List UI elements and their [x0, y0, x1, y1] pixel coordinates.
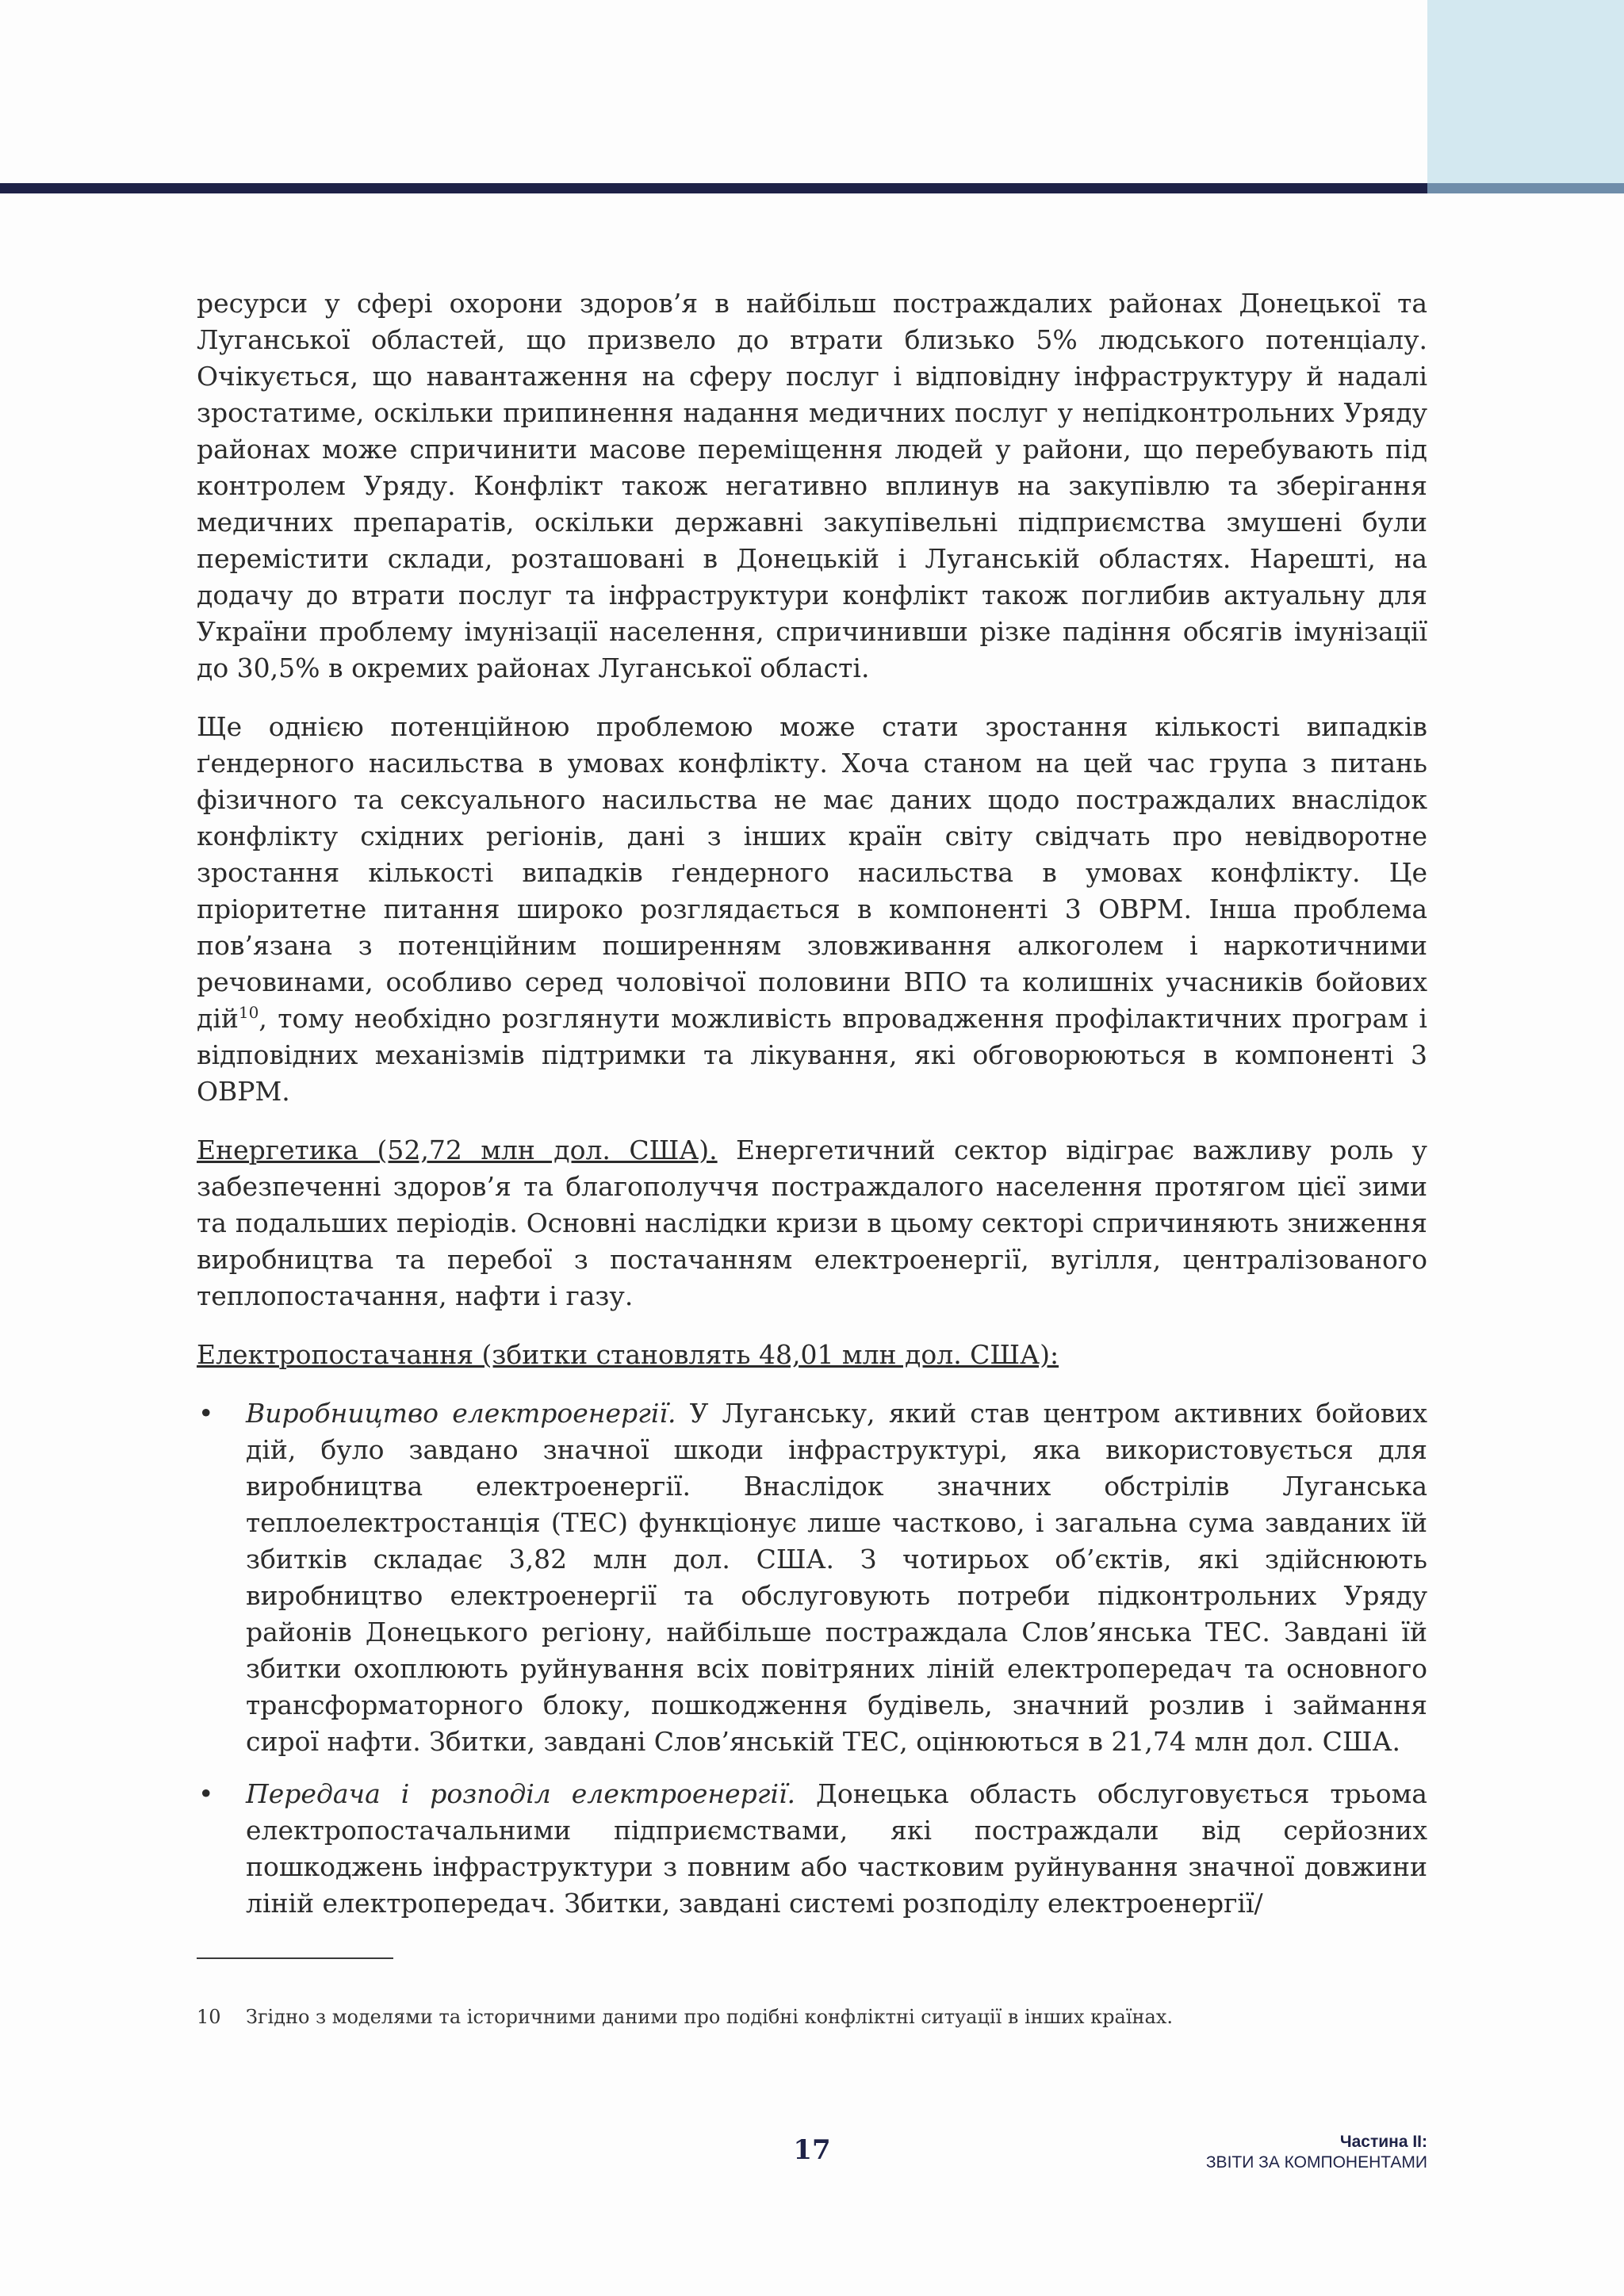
footnote [197, 2004, 1427, 2030]
part-title: Частина II: [1339, 2133, 1427, 2151]
main-content [197, 285, 1427, 1938]
footnote-ref: 10 [238, 1003, 259, 1022]
header-band-accent [1427, 183, 1624, 193]
footnote-divider [197, 1957, 393, 1959]
footnote-number: 10 [197, 2006, 221, 2028]
paragraph-text: Ще однією потенційною проблемою може стати зростання кількості випадків ґендерного насильства в умовах конфлікту. Хоча станом на цей час група з питань фізичного та сексуального насильства не має даних щодо постраждалих внаслідок конфлікту східних регіонів, дані з інших країн світу свідчать про невідворотне зростання кількості випадків ґендерного насильства в умовах конфлікту. Це пріоритетне питання широко розглядається в компоненті 3 ОВРМ. Інша проблема пов’язана з потенційним поширенням зловживання алкоголем і наркотичними речовинами, особливо серед чоловічої половини ВПО та колишніх учасників бойових дій [197, 711, 1427, 1034]
bullet-title: Виробництво електроенергії. [246, 1398, 676, 1429]
electricity-heading-text: Електропостачання (збитки становлять 48,01 млн дол. США): [197, 1339, 1059, 1370]
bullet-list [197, 1395, 1427, 1922]
energy-heading: Енергетика (52,72 млн дол. США). [197, 1135, 718, 1165]
energy-text: Енергетичний сектор відіграє важливу роль у забезпеченні здоров’я та благополуччя постраждалого населення протягом цієї зими та подальших періодів. Основні наслідки кризи в цьому секторі спричиняють зниження виробництва та перебої з постачанням електроенергії, вугілля, централізованого теплопостачання, нафти і газу. [197, 1135, 1427, 1311]
header-band [0, 183, 1427, 193]
paragraph-text-continued: , тому необхідно розглянути можливість впровадження профілактичних програм і відповідних механізмів підтримки та лікування, які обговорюються в компоненті 3 ОВРМ. [197, 1003, 1427, 1107]
bullet-text: У Луганську, який став центром активних бойових дій, було завдано значної шкоди інфраструктурі, яка використовується для виробництва електроенергії. Внаслідок значних обстрілів Луганська теплоелектростанція (ТЕС) функціонує лише частково, і загальна сума завданих їй збитків складає 3,82 млн дол. США. З чотирьох об’єктів, які здійснюють виробництво електроенергії та обслуговують потреби підконтрольних Уряду районів Донецького регіону, найбільше постраждала Слов’янська ТЕС. Завдані їй збитки охоплюють руйнування всіх повітряних ліній електропередач та основного трансформаторного блоку, пошкодження будівель, значний розлив і займання сирої нафти. Збитки, завдані Слов’янській ТЕС, оцінюються в 21,74 млн дол. США. [246, 1398, 1427, 1757]
paragraph-gender-violence [197, 709, 1427, 1110]
bullet-title: Передача і розподіл електроенергії. [246, 1778, 796, 1809]
bullet-icon: • [198, 1778, 214, 1809]
bullet-icon: • [198, 1398, 214, 1429]
part-label [1206, 2132, 1427, 2173]
bullet-text: Донецька область обслуговується трьома електропостачальними підприємствами, які постраждали від серйозних пошкоджень інфраструктури з повним або частковим руйнування значної довжини ліній електропередач. Збитки, завдані системі розподілу електроенергії/ [246, 1778, 1427, 1919]
bullet-item-transmission [197, 1776, 1427, 1922]
footnote-text: Згідно з моделями та історичними даними про подібні конфліктні ситуації в інших країнах. [246, 2006, 1173, 2028]
corner-decoration [1427, 0, 1624, 183]
electricity-heading [197, 1337, 1427, 1373]
part-subtitle: ЗВІТИ ЗА КОМПОНЕНТАМИ [1205, 2153, 1427, 2172]
bullet-item-generation [197, 1395, 1427, 1760]
paragraph-health: ресурси у сфері охорони здоров’я в найбільш постраждалих районах Донецької та Луганської областей, що призвело до втрати близько 5% людського потенціалу. Очікується, що навантаження на сферу послуг і відповідну інфраструктуру й надалі зростатиме, оскільки припинення надання медичних послуг у непідконтрольних Уряду районах може спричинити масове переміщення людей у райони, що перебувають під контролем Уряду. Конфлікт також негативно вплинув на закупівлю та зберігання медичних препаратів, оскільки державні закупівельні підприємства змушені були перемістити склади, розташовані в Донецькій і Луганській областях. Нарешті, на додачу до втрати послуг та інфраструктури конфлікт також поглибив актуальну для України проблему імунізації населення, спричинивши різке падіння обсягів імунізації до 30,5% в окремих районах Луганської області. [197, 288, 1427, 683]
page-number: 17 [793, 2134, 831, 2166]
paragraph-energy [197, 1132, 1427, 1314]
